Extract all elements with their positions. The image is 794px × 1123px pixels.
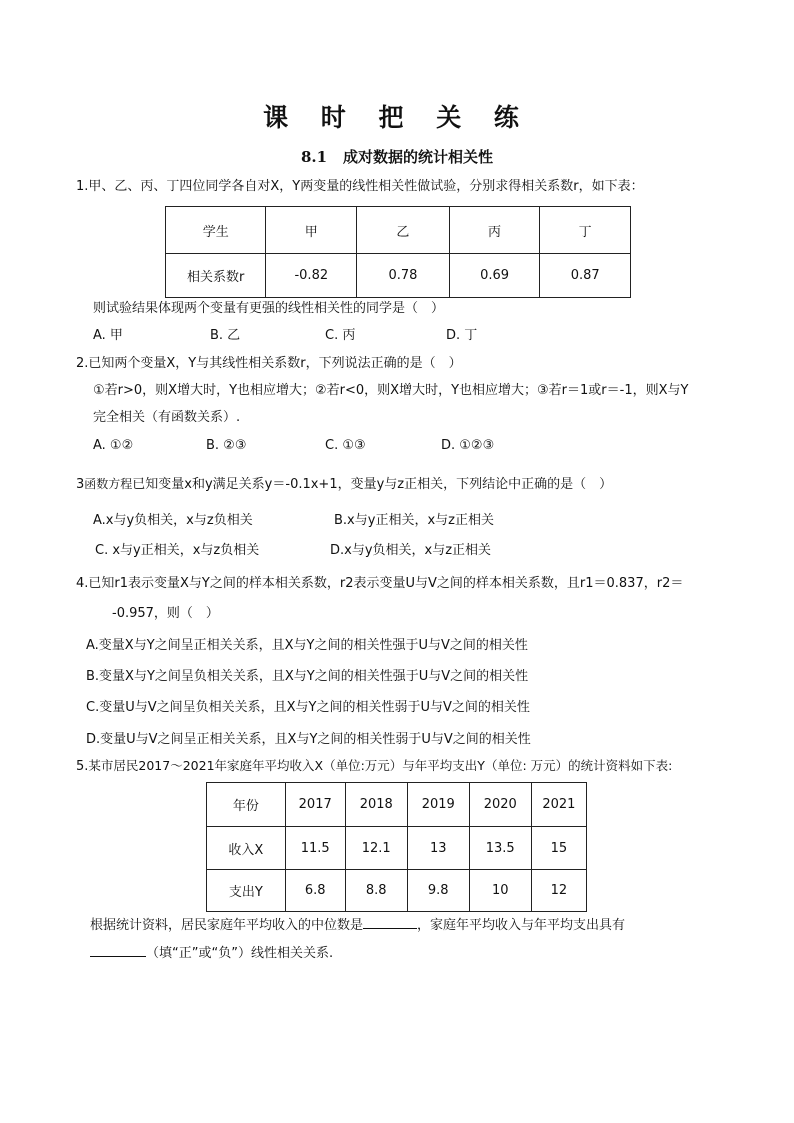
- q3-prefix: 函数方程: [84, 477, 133, 491]
- q5-table: [206, 782, 587, 912]
- q5-value-cell: 12.1: [345, 827, 407, 870]
- q5-value-cell: 8.8: [345, 870, 407, 912]
- q1-option-d: D. 丁: [446, 328, 478, 343]
- q5-value-cell: 11.5: [285, 827, 345, 870]
- q5-stem-line: [76, 757, 672, 776]
- q2-stem: 已知两个变量X，Y与其线性相关系数r，下列说法正确的是（ ）: [88, 356, 462, 371]
- q3-option-b: B.x与y正相关，x与z正相关: [334, 513, 494, 528]
- q3-option-c: C. x与y正相关，x与z负相关: [95, 543, 260, 558]
- q5-text-1a: 根据统计资料，居民家庭年平均收入的中位数是: [90, 918, 364, 933]
- q1-option-c: C. 丙: [325, 328, 356, 343]
- section-name: 成对数据的统计相关性: [343, 148, 494, 166]
- q2-number: 2.: [76, 356, 89, 371]
- q5-header-cell: 年份: [207, 783, 286, 827]
- q2-option-d: D. ①②③: [441, 438, 495, 453]
- q5-number: 5.: [76, 759, 89, 774]
- page-title: 课 时 把 关 练: [263, 103, 531, 132]
- q5-value-cell: 13.5: [469, 827, 531, 870]
- q5-header-cell: 2017: [285, 783, 345, 827]
- q2-stem-line: [76, 355, 462, 373]
- q4-stem-line1-text: 已知r1表示变量X与Y之间的样本相关系数，r2表示变量U与V之间的样本相关系数，且r1＝0.837，r2＝: [88, 576, 684, 591]
- q4-option-a: A.变量X与Y之间呈正相关关系，且X与Y之间的相关性强于U与V之间的相关性: [86, 638, 528, 653]
- q1-row-label: 相关系数r: [166, 254, 266, 298]
- q4-option-b: B.变量X与Y之间呈负相关关系，且X与Y之间的相关性强于U与V之间的相关性: [86, 669, 529, 684]
- q5-text-1b: ，家庭年平均收入与年平均支出具有: [417, 918, 626, 933]
- q1-value-cell: 0.78: [357, 254, 450, 298]
- q5-table-income-row: [207, 827, 587, 870]
- q1-value-cell: 0.69: [449, 254, 540, 298]
- q3-option-a: A.x与y负相关，x与z负相关: [93, 513, 253, 528]
- q2-option-a: A. ①②: [93, 438, 134, 453]
- q5-fill-line2: [90, 943, 333, 963]
- q2-statement-line2: 完全相关（有函数关系）.: [93, 410, 241, 425]
- correlation-answer-blank[interactable]: [90, 943, 146, 957]
- q1-stem-line: [76, 178, 644, 196]
- q5-row-label: 收入X: [207, 827, 286, 870]
- q5-table-expense-row: [207, 870, 587, 912]
- q5-header-cell: 2020: [469, 783, 531, 827]
- q5-table-header-row: [207, 783, 587, 827]
- q5-value-cell: 6.8: [285, 870, 345, 912]
- q1-header-cell: 学生: [166, 207, 266, 254]
- q5-text-2: （填“正”或“负”）线性相关关系.: [146, 946, 334, 961]
- q1-table-value-row: [166, 254, 631, 298]
- q4-option-d: D.变量U与V之间呈正相关关系，且X与Y之间的相关性弱于U与V之间的相关性: [86, 732, 531, 747]
- section-number: 8.1: [300, 148, 328, 166]
- q1-question: 则试验结果体现两个变量有更强的线性相关性的同学是（ ）: [93, 301, 445, 316]
- q5-stem: 某市居民2017～2021年家庭年平均收入X（单位:万元）与年平均支出Y（单位: 万元）的统计资料如下表:: [88, 758, 673, 773]
- q3-stem: 已知变量x和y满足关系y＝-0.1x+1，变量y与z正相关，下列结论中正确的是（ ）: [132, 477, 613, 492]
- q5-header-cell: 2021: [531, 783, 586, 827]
- median-answer-blank[interactable]: [363, 915, 417, 929]
- q5-value-cell: 15: [531, 827, 586, 870]
- q1-value-cell: -0.82: [266, 254, 357, 298]
- q4-stem-line1: [76, 575, 683, 593]
- q5-value-cell: 10: [469, 870, 531, 912]
- q2-option-c: C. ①③: [325, 438, 366, 453]
- q1-option-b: B. 乙: [210, 328, 241, 343]
- section-title: [0, 146, 794, 167]
- q5-fill-line1: [90, 915, 625, 935]
- q5-value-cell: 9.8: [407, 870, 469, 912]
- q4-stem-line2: -0.957，则（ ）: [112, 606, 219, 621]
- q4-number: 4.: [76, 576, 89, 591]
- q1-header-cell: 甲: [266, 207, 357, 254]
- q2-statement-line1: ①若r>0，则X增大时，Y也相应增大；②若r<0，则X增大时，Y也相应增大；③若r＝1或r＝-1，则X与Y: [93, 383, 689, 398]
- q5-row-label: 支出Y: [207, 870, 286, 912]
- q3-option-d: D.x与y负相关，x与z正相关: [330, 543, 492, 558]
- q1-value-cell: 0.87: [540, 254, 631, 298]
- q2-option-b: B. ②③: [206, 438, 247, 453]
- q1-stem: 甲、乙、丙、丁四位同学各自对X，Y两变量的线性相关性做试验，分别求得相关系数r，如下表：: [88, 179, 644, 194]
- q3-stem-line: [76, 475, 612, 494]
- q1-table-header-row: [166, 207, 631, 254]
- q1-header-cell: 乙: [357, 207, 450, 254]
- q1-header-cell: 丁: [540, 207, 631, 254]
- q4-option-c: C.变量U与V之间呈负相关关系，且X与Y之间的相关性弱于U与V之间的相关性: [86, 700, 530, 715]
- q3-number: 3: [76, 477, 85, 492]
- q1-option-a: A. 甲: [93, 328, 123, 343]
- q1-table: [165, 206, 631, 298]
- q1-header-cell: 丙: [449, 207, 540, 254]
- q5-value-cell: 12: [531, 870, 586, 912]
- q1-number: 1.: [76, 179, 89, 194]
- q5-header-cell: 2018: [345, 783, 407, 827]
- q5-header-cell: 2019: [407, 783, 469, 827]
- q5-value-cell: 13: [407, 827, 469, 870]
